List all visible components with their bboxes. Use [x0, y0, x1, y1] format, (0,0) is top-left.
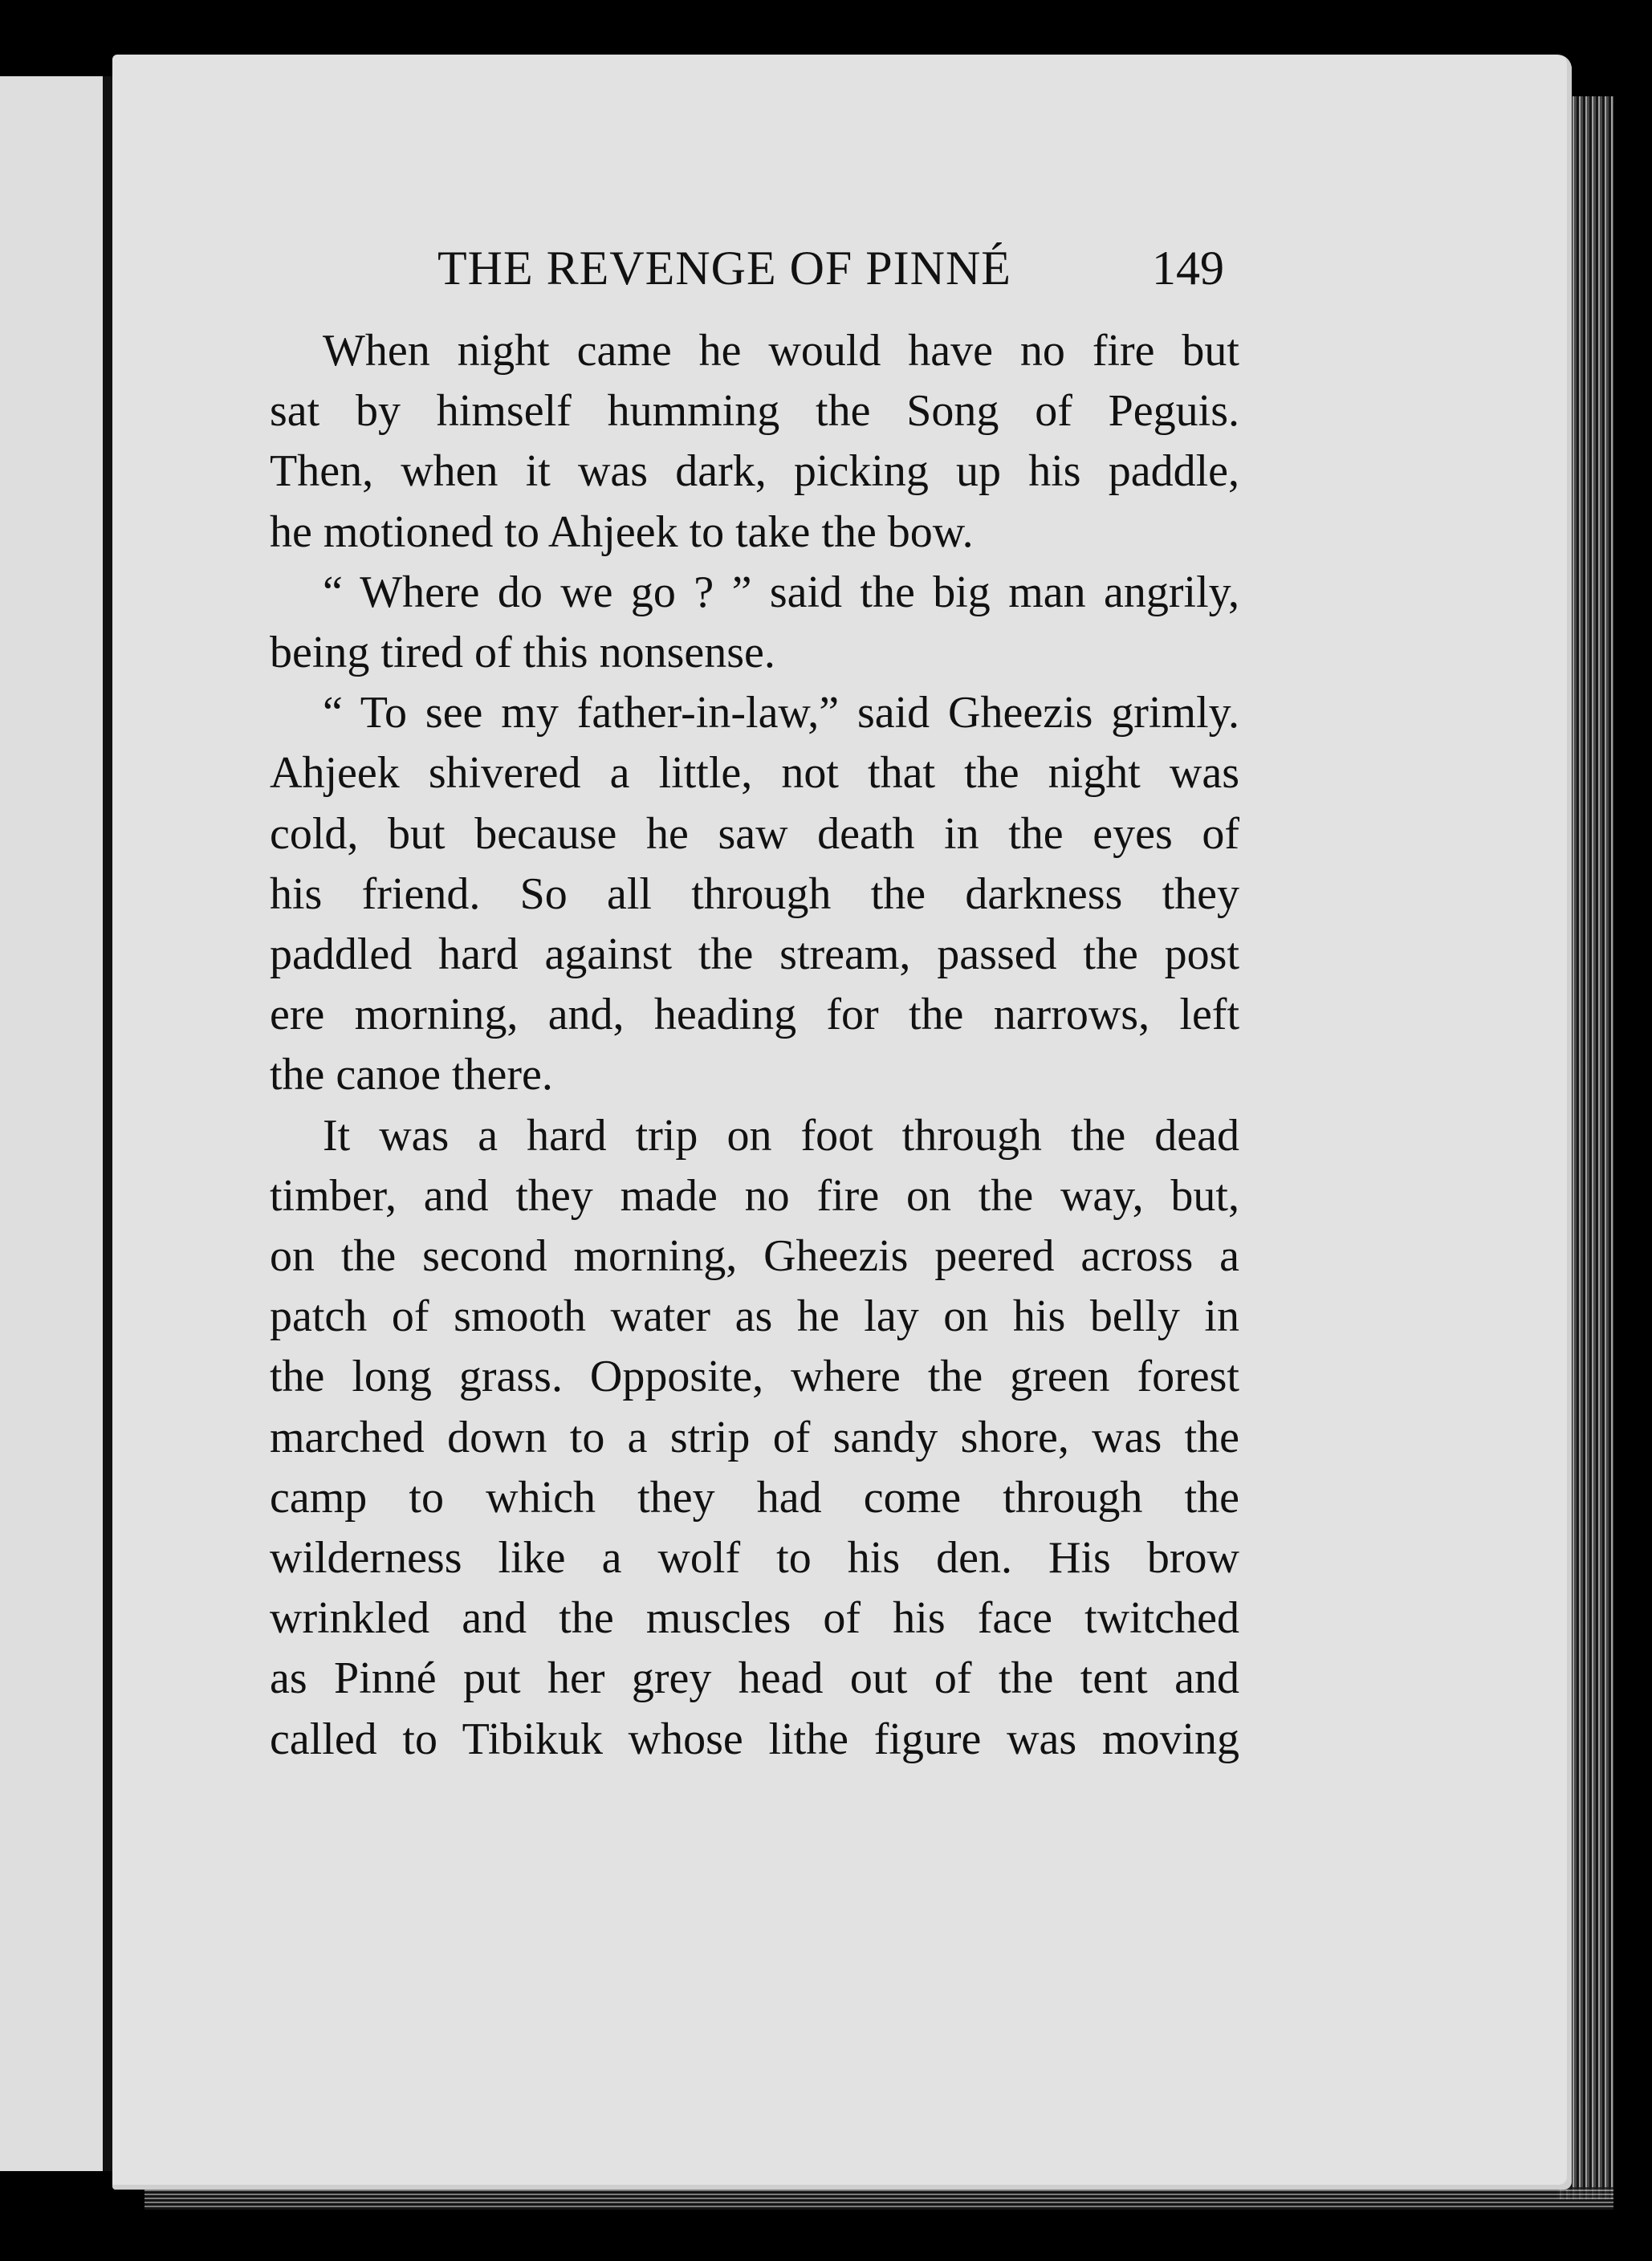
- running-head: THE REVENGE OF PINNÉ: [437, 242, 1011, 295]
- text-line: “ Where do we go ? ” said the big man angrily,: [323, 567, 1239, 617]
- text-line: the canoe there.: [270, 1050, 553, 1100]
- text-line: Ahjeek shivered a little, not that the night was: [270, 748, 1239, 799]
- text-line: paddled hard against the stream, passed the post: [270, 929, 1239, 980]
- text-line: marched down to a strip of sandy shore, was the: [270, 1412, 1239, 1462]
- text-line: he motioned to Ahjeek to take the bow.: [270, 506, 974, 557]
- text-line: his friend. So all through the darkness they: [270, 868, 1239, 919]
- text-line: timber, and they made no fire on the way, but,: [270, 1170, 1239, 1221]
- page-header: [273, 241, 1224, 305]
- text-line: wrinkled and the muscles of his face twitched: [270, 1593, 1239, 1644]
- page-number: 149: [1152, 242, 1224, 295]
- text-line: on the second morning, Gheezis peered across a: [270, 1231, 1239, 1282]
- text-line: being tired of this nonsense.: [270, 628, 775, 678]
- text-line: patch of smooth water as he lay on his belly in: [270, 1291, 1239, 1342]
- text-line: called to Tibikuk whose lithe figure was moving: [270, 1714, 1239, 1764]
- text-line: “ To see my father-in-law,” said Gheezis grimly.: [323, 688, 1239, 738]
- text-line: Then, when it was dark, picking up his paddle,: [270, 446, 1239, 497]
- page-stack-bottom-edge: [144, 2187, 1613, 2210]
- text-line: camp to which they had come through the: [270, 1472, 1239, 1523]
- text-line: ere morning, and, heading for the narrows, left: [270, 990, 1239, 1040]
- book-gutter: [103, 76, 112, 2171]
- previous-page-edge: [0, 76, 103, 2171]
- body-text: [270, 321, 1239, 1770]
- text-line: the long grass. Opposite, where the green forest: [270, 1352, 1239, 1402]
- text-line: When night came he would have no fire but: [323, 326, 1239, 376]
- text-line: cold, but because he saw death in the eyes of: [270, 808, 1239, 859]
- text-line: wilderness like a wolf to his den. His brow: [270, 1533, 1239, 1584]
- text-line: It was a hard trip on foot through the dead: [323, 1110, 1239, 1161]
- text-line: as Pinné put her grey head out of the tent and: [270, 1653, 1239, 1704]
- text-line: sat by himself humming the Song of Peguis.: [270, 386, 1239, 437]
